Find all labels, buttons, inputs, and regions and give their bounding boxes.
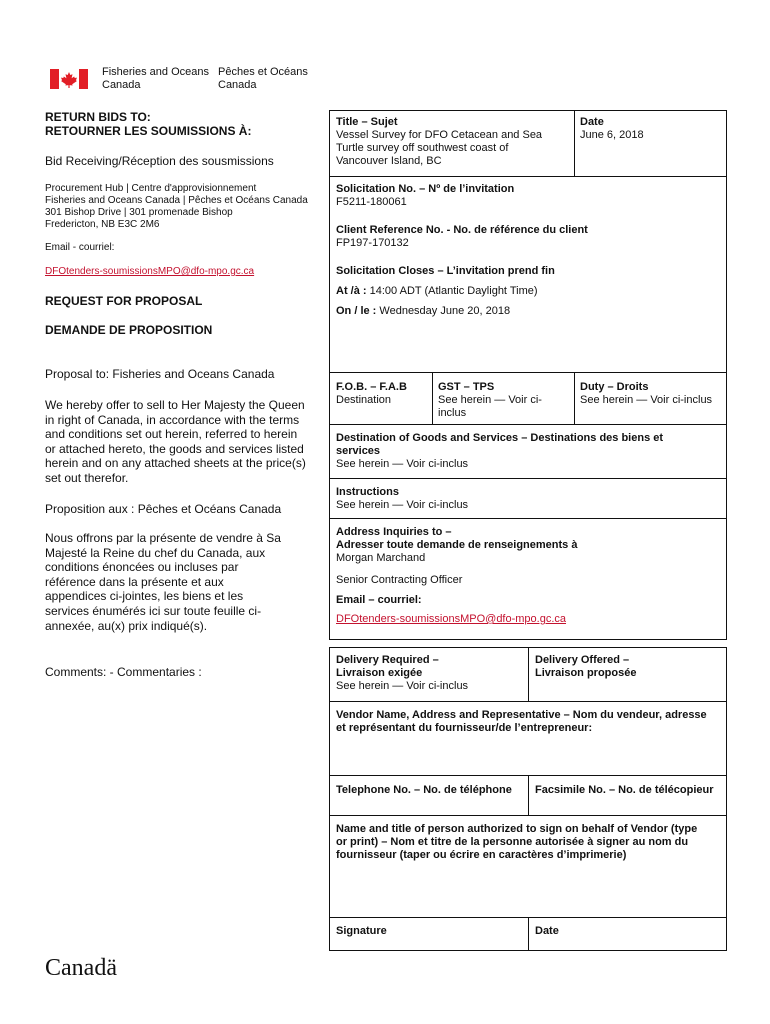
destination-field: Destination of Goods and Services – Destinations des biens et services See herein — Voir ci-inclus bbox=[336, 432, 664, 470]
divider bbox=[528, 647, 529, 701]
divider bbox=[432, 372, 433, 424]
return-bids-heading: RETURN BIDS TO: RETOURNER LES SOUMISSIONS À: bbox=[45, 110, 252, 138]
signature-date-field[interactable]: Date bbox=[535, 925, 559, 937]
divider bbox=[574, 372, 575, 424]
procurement-address: Procurement Hub | Centre d'approvisionnement Fisheries and Oceans Canada | Pêches et Océans Canada 301 Bishop Drive | 301 promenade Bishop Fredericton, NB E3C 2M6 bbox=[45, 183, 308, 230]
comments-label: Comments: - Commentaries : bbox=[45, 665, 202, 679]
vendor-name-field[interactable]: Vendor Name, Address and Representative – Nom du vendeur, adresse et représentant du fournisseur/de l’entrepreneur: bbox=[336, 709, 707, 734]
authorized-person-field[interactable]: Name and title of person authorized to sign on behalf of Vendor (type or print) – Nom et titre de la personne autorisée à signer au nom du fournisseur (taper ou écrire en caractères d’imprimerie) bbox=[336, 823, 698, 861]
client-reference: Client Reference No. - No. de référence du client FP197-170132 bbox=[336, 224, 588, 249]
canada-wordmark: Canadä bbox=[45, 955, 117, 981]
dept-name-fr: Pêches et Océans Canada bbox=[218, 66, 308, 91]
divider bbox=[329, 424, 727, 425]
proposition-aux: Proposition aux : Pêches et Océans Canada bbox=[45, 502, 282, 516]
date-field: Date June 6, 2018 bbox=[580, 116, 644, 141]
divider bbox=[329, 372, 727, 373]
bid-receiving: Bid Receiving/Réception des sousmissions bbox=[45, 154, 274, 168]
delivery-offered-field[interactable]: Delivery Offered – Livraison proposée bbox=[535, 654, 637, 679]
telephone-field[interactable]: Telephone No. – No. de téléphone bbox=[336, 784, 512, 796]
offer-text-fr: Nous offrons par la présente de vendre à Sa Majesté la Reine du chef du Canada, aux conditions énoncées ou incluses par référence dans la présente et aux appendices ci-jointes, les biens et les services énumérés ici sur toute feuille ci- annexée, au(x) prix indiqué(s). bbox=[45, 531, 281, 633]
dept-name-en: Fisheries and Oceans Canada bbox=[102, 66, 209, 91]
facsimile-field[interactable]: Facsimile No. – No. de télécopieur bbox=[535, 784, 714, 796]
solicitation-number: Solicitation No. – Nº de l’invitation F5211-180061 bbox=[336, 183, 515, 208]
divider bbox=[329, 478, 727, 479]
gst-field: GST – TPS See herein — Voir ci- inclus bbox=[438, 381, 542, 419]
title-date-divider bbox=[574, 110, 575, 176]
solicitation-closes-label: Solicitation Closes – L’invitation prend fin bbox=[336, 265, 555, 277]
delivery-required-field: Delivery Required – Livraison exigée See herein — Voir ci-inclus bbox=[336, 654, 469, 692]
title-field: Title – Sujet Vessel Survey for DFO Cetacean and Sea Turtle survey off southwest coast of Vancouver Island, BC bbox=[336, 116, 543, 167]
rfp-heading-fr: DEMANDE DE PROPOSITION bbox=[45, 323, 213, 337]
divider bbox=[329, 176, 727, 177]
contact-email-link[interactable]: DFOtenders-soumissionsMPO@dfo-mpo.gc.ca bbox=[336, 613, 567, 625]
signature-field[interactable]: Signature bbox=[336, 925, 387, 937]
fob-field: F.O.B. – F.A.B Destination bbox=[336, 381, 407, 406]
divider bbox=[329, 815, 727, 816]
canada-flag-icon bbox=[50, 69, 88, 89]
inquiries-field: Address Inquiries to – Adresser toute demande de renseignements à Morgan Marchand bbox=[336, 526, 578, 564]
email-label: Email - courriel: bbox=[45, 242, 115, 253]
divider bbox=[329, 701, 727, 702]
divider bbox=[528, 775, 529, 815]
closes-on: On / le : Wednesday June 20, 2018 bbox=[336, 305, 511, 317]
closes-at: At /à : 14:00 ADT (Atlantic Daylight Time) bbox=[336, 285, 538, 297]
contact-email-label: Email – courriel: bbox=[336, 594, 422, 606]
contact-title: Senior Contracting Officer bbox=[336, 574, 463, 586]
gov-signature bbox=[50, 66, 310, 92]
proposal-to: Proposal to: Fisheries and Oceans Canada bbox=[45, 367, 275, 381]
rfp-heading-en: REQUEST FOR PROPOSAL bbox=[45, 294, 203, 308]
duty-field: Duty – Droits See herein — Voir ci-inclus bbox=[580, 381, 713, 406]
return-email-link[interactable]: DFOtenders-soumissionsMPO@dfo-mpo.gc.ca bbox=[45, 266, 255, 277]
offer-text-en: We hereby offer to sell to Her Majesty the Queen in right of Canada, in accordance with the terms and conditions set out herein, referred to herein or attached hereto, the goods and services listed herein and on any attached sheets at the price(s) set out therefor. bbox=[45, 398, 306, 485]
divider bbox=[329, 518, 727, 519]
instructions-field: Instructions See herein — Voir ci-inclus bbox=[336, 486, 469, 511]
divider bbox=[528, 917, 529, 951]
